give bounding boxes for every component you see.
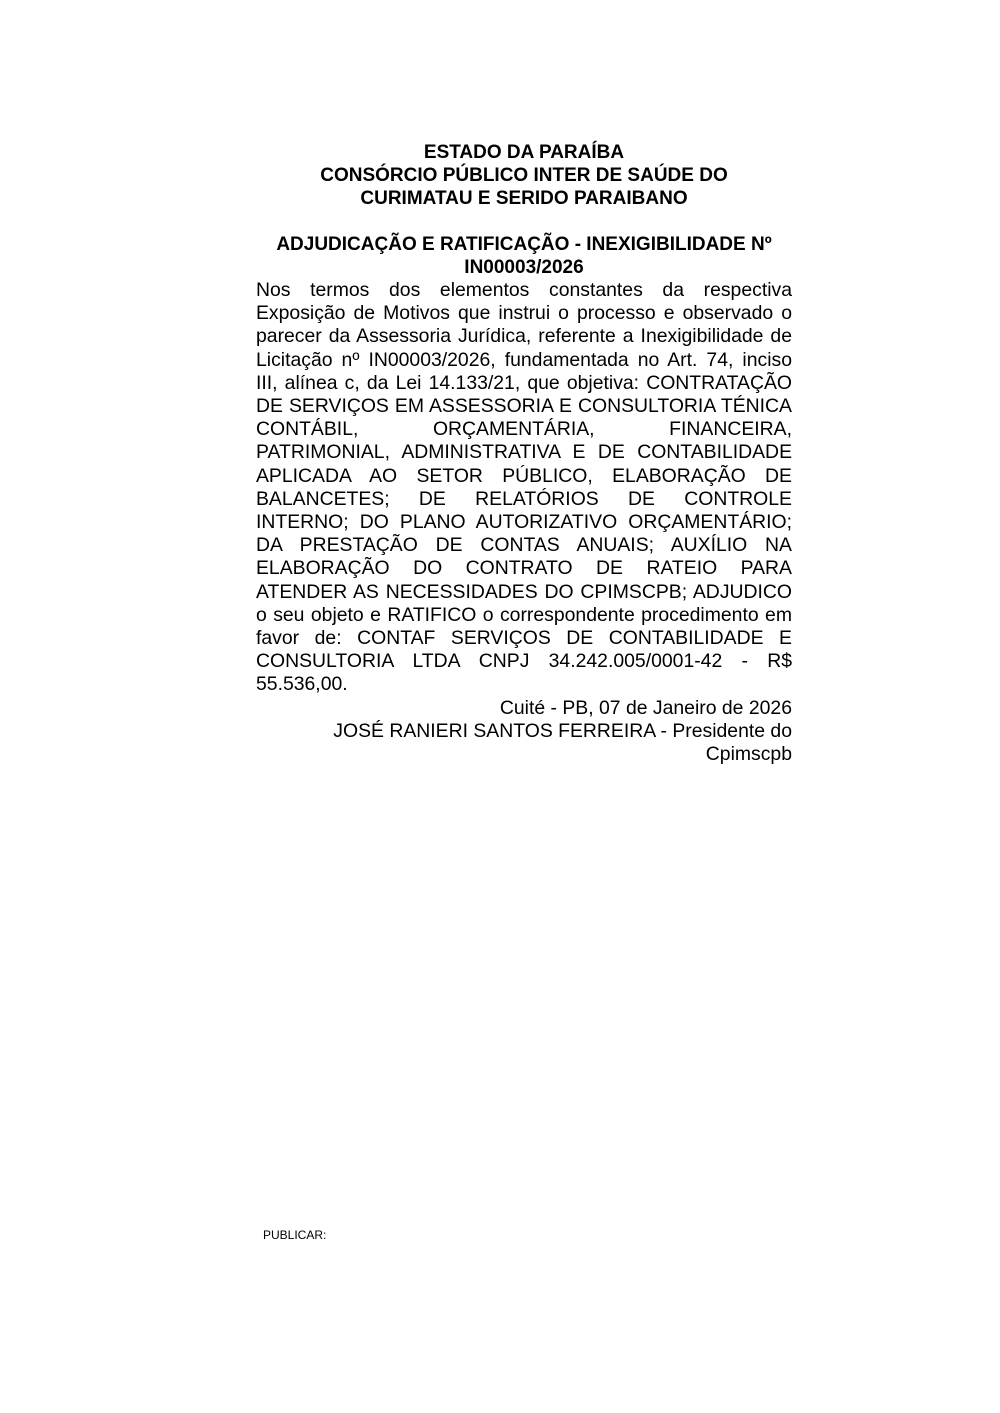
publication-column: [256, 141, 792, 766]
signatory-line-1: JOSÉ RANIERI SANTOS FERREIRA - Presidente do: [333, 719, 792, 742]
publicar-label: PUBLICAR:: [263, 1228, 327, 1242]
signatory-line-2: Cpimscpb: [705, 743, 792, 766]
place-date: Cuité - PB, 07 de Janeiro de 2026: [499, 696, 792, 719]
consortium-name-line-2: CURIMATAU E SERIDO PARAIBANO: [360, 188, 688, 209]
state-name: ESTADO DA PARAÍBA: [423, 142, 625, 163]
act-body-text: Nos termos dos elementos constantes da respectiva Exposição de Motivos que instrui o processo e observado o parecer da Assessoria Jurídica, referente a Inexigibilidade de Licitação nº IN00003/2026, fundamentada no Art. 74, inciso III, alínea c, da Lei 14.133/21, que objetiva: CONTRATAÇÃO DE SERVIÇOS EM ASSESSORIA E CONSULTORIA TÉNICA CONTÁBIL, ORÇAMENTÁRIA, FINANCEIRA, PATRIMONIAL, ADMINISTRATIVA E DE CONTABILIDADE APLICADA AO SETOR PÚBLICO, ELABORAÇÃO DE BALANCETES; DE RELATÓRIOS DE CONTROLE INTERNO; DO PLANO AUTORIZATIVO ORÇAMENTÁRIO; DA PRESTAÇÃO DE CONTAS ANUAIS; AUXÍLIO NA ELABORAÇÃO DO CONTRATO DE RATEIO PARA ATENDER AS NECESSIDADES DO CPIMSCPB; ADJUDICO o seu objeto e RATIFICO o correspondente procedimento em favor de: CONTAF SERVIÇOS DE CONTABILIDADE E CONSULTORIA LTDA CNPJ 34.242.005/0001-42 - R$ 55.536,00.: [256, 279, 792, 696]
consortium-name-line-1: CONSÓRCIO PÚBLICO INTER DE SAÚDE DO: [320, 165, 728, 186]
header-spacer: [256, 210, 792, 233]
act-title-line-2: IN00003/2026: [464, 257, 584, 278]
act-title-line-1: ADJUDICAÇÃO E RATIFICAÇÃO - INEXIGIBILIDADE Nº: [276, 234, 772, 255]
